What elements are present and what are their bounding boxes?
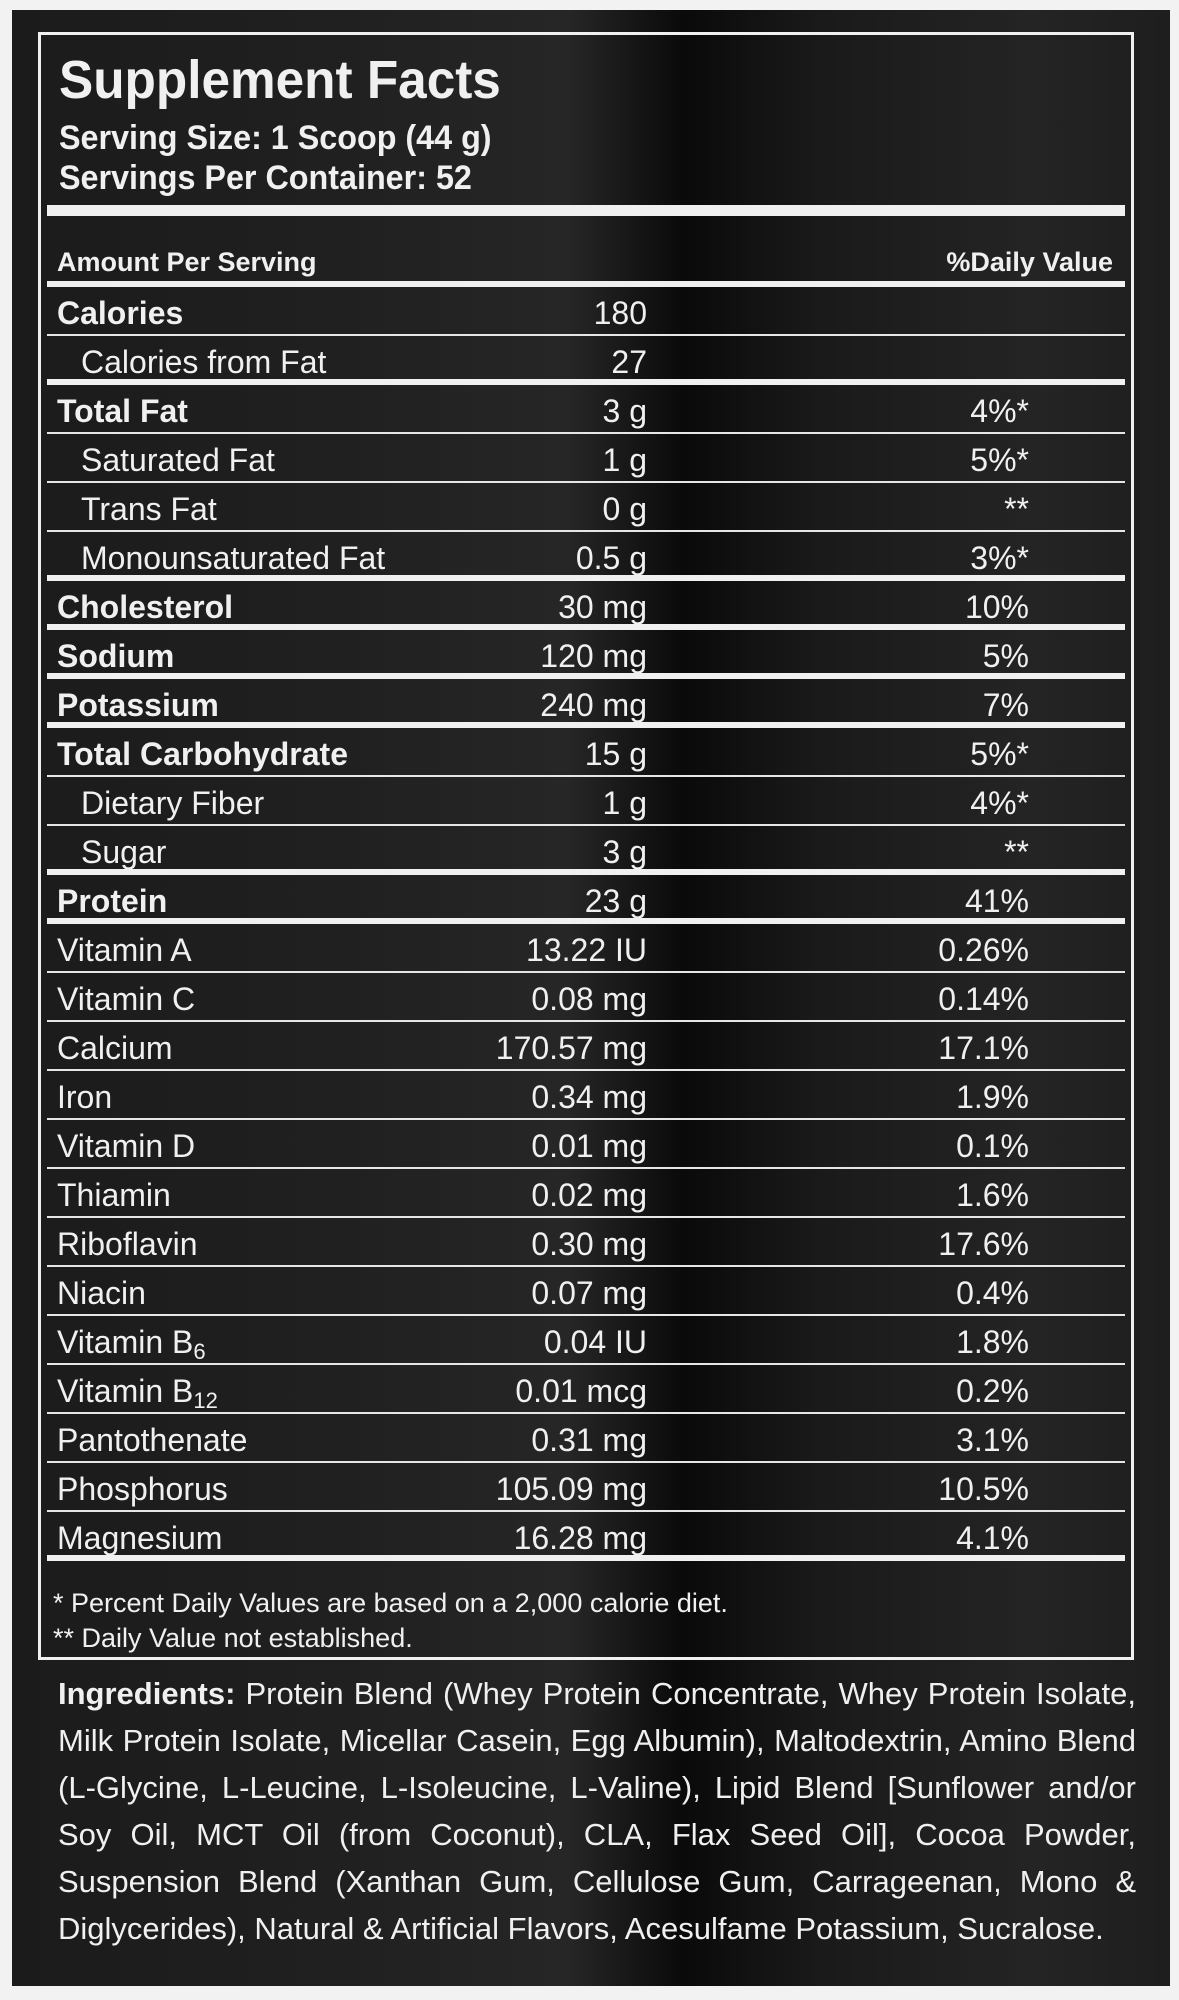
nutrient-amount: 0.01 mcg — [515, 1373, 647, 1409]
nutrient-name: Cholesterol — [57, 589, 234, 625]
ingredients-text: Protein Blend (Whey Protein Concentrate, Whey Protein Isolate, Milk Protein Isolate, Micellar Casein, Egg Albumin), Maltodextrin, Amino Blend (L-Glycine, L-Leucine, L-Isoleucine, L-Valine), Lipid Blend [Sunflower and/or Soy Oil, MCT Oil (from Coconut), CLA, Flax Seed Oil], Cocoa Powder, Suspension Blend (Xanthan Gum, Cellulose Gum, Carrageenan, Mono & Diglycerides), Natural & Artificial Flavors, Acesulfame Potassium, Sucralose. — [58, 1676, 1136, 1946]
nutrient-name: Vitamin B — [57, 1324, 194, 1360]
nutrient-amount: 105.09 mg — [495, 1471, 647, 1507]
nutrient-name: Calories — [57, 295, 184, 331]
nutrient-name: Total Carbohydrate — [57, 736, 348, 772]
nutrient-daily-value: 0.4% — [956, 1275, 1029, 1311]
nutrient-amount: 13.22 IU — [526, 932, 647, 968]
nutrient-row — [47, 1218, 1125, 1267]
nutrient-daily-value: 0.26% — [938, 932, 1029, 968]
nutrient-daily-value: 4.1% — [956, 1520, 1029, 1556]
nutrient-amount: 120 mg — [540, 638, 647, 674]
ingredients-label: Ingredients: — [58, 1676, 236, 1711]
nutrient-daily-value: 5%* — [970, 736, 1029, 772]
nutrient-amount: 27 — [611, 344, 647, 380]
nutrient-row — [47, 1267, 1125, 1316]
nutrient-name: Thiamin — [57, 1177, 171, 1213]
nutrient-amount: 1 g — [602, 442, 647, 478]
nutrient-daily-value: 5%* — [970, 442, 1029, 478]
nutrient-row — [47, 1120, 1125, 1169]
nutrient-row — [47, 1316, 1125, 1365]
nutrient-row — [47, 777, 1125, 826]
footnote-daily-values: * Percent Daily Values are based on a 2,000 calorie diet. — [53, 1588, 728, 1618]
nutrient-daily-value: 0.2% — [956, 1373, 1029, 1409]
nutrient-row — [47, 1512, 1125, 1561]
nutrient-name: Saturated Fat — [81, 442, 275, 478]
nutrient-amount: 16.28 mg — [513, 1520, 647, 1556]
nutrient-name: Calcium — [57, 1030, 173, 1066]
nutrient-daily-value: 3.1% — [956, 1422, 1029, 1458]
nutrient-daily-value: 41% — [964, 883, 1029, 919]
nutrient-amount: 3 g — [602, 834, 647, 870]
nutrient-row — [47, 385, 1125, 434]
nutrient-amount: 23 g — [584, 883, 647, 919]
nutrient-name-subscript: 6 — [193, 1339, 206, 1364]
ingredients — [58, 1670, 1136, 1952]
nutrient-row — [47, 1414, 1125, 1463]
nutrient-name: Protein — [57, 883, 168, 919]
nutrient-daily-value: 1.9% — [956, 1079, 1029, 1115]
nutrient-amount: 0.07 mg — [531, 1275, 647, 1311]
nutrient-amount: 0.31 mg — [531, 1422, 647, 1458]
nutrient-daily-value: ** — [1004, 491, 1029, 527]
nutrient-row — [47, 1169, 1125, 1218]
nutrient-name: Vitamin C — [57, 981, 196, 1017]
nutrient-row — [47, 924, 1125, 973]
nutrient-name: Niacin — [57, 1275, 146, 1311]
nutrient-row — [47, 1071, 1125, 1120]
nutrient-daily-value: 1.8% — [956, 1324, 1029, 1360]
nutrient-row — [47, 1365, 1125, 1414]
nutrient-amount: 0.02 mg — [531, 1177, 647, 1213]
nutrient-amount: 15 g — [584, 736, 647, 772]
nutrient-amount: 240 mg — [540, 687, 647, 723]
nutrient-daily-value: 10% — [964, 589, 1029, 625]
nutrient-row — [47, 728, 1125, 777]
nutrient-daily-value: 0.14% — [938, 981, 1029, 1017]
nutrient-row — [47, 287, 1125, 336]
servings-per-container: Servings Per Container: 52 — [59, 159, 472, 197]
nutrient-name: Sugar — [81, 834, 167, 870]
nutrient-amount: 0 g — [602, 491, 647, 527]
nutrient-daily-value: 7% — [982, 687, 1029, 723]
nutrient-row — [47, 875, 1125, 924]
nutrient-daily-value: 1.6% — [956, 1177, 1029, 1213]
nutrient-amount: 1 g — [602, 785, 647, 821]
supplement-label — [12, 10, 1170, 1986]
footnote-not-established: ** Daily Value not established. — [53, 1623, 413, 1653]
daily-value-header: %Daily Value — [946, 247, 1113, 277]
nutrient-amount: 30 mg — [558, 589, 647, 625]
nutrient-daily-value: 17.6% — [938, 1226, 1029, 1262]
nutrient-name: Vitamin B — [57, 1373, 194, 1409]
nutrient-name: Monounsaturated Fat — [81, 540, 386, 576]
nutrient-name-subscript: 12 — [193, 1388, 218, 1413]
nutrient-amount: 0.30 mg — [531, 1226, 647, 1262]
nutrient-daily-value: 4%* — [970, 393, 1029, 429]
serving-size: Serving Size: 1 Scoop (44 g) — [59, 119, 492, 157]
nutrient-amount: 0.5 g — [575, 540, 647, 576]
nutrient-row — [47, 973, 1125, 1022]
nutrient-name: Sodium — [57, 638, 175, 674]
nutrient-daily-value: 4%* — [970, 785, 1029, 821]
nutrient-row — [47, 434, 1125, 483]
nutrient-name: Magnesium — [57, 1520, 223, 1556]
nutrient-row — [47, 581, 1125, 630]
divider-thick — [47, 205, 1125, 216]
nutrient-amount: 0.01 mg — [531, 1128, 647, 1164]
nutrient-row — [47, 1463, 1125, 1512]
nutrient-name: Iron — [57, 1079, 113, 1115]
nutrient-amount: 0.34 mg — [531, 1079, 647, 1115]
nutrient-daily-value: 0.1% — [956, 1128, 1029, 1164]
nutrient-daily-value: 5% — [982, 638, 1029, 674]
nutrient-name: Riboflavin — [57, 1226, 198, 1262]
nutrient-name: Phosphorus — [57, 1471, 228, 1507]
nutrient-row — [47, 679, 1125, 728]
nutrient-amount: 170.57 mg — [495, 1030, 647, 1066]
nutrient-row — [47, 532, 1125, 581]
nutrient-name-group — [57, 1373, 218, 1414]
panel-title: Supplement Facts — [59, 50, 501, 110]
nutrient-daily-value: 17.1% — [938, 1030, 1029, 1066]
nutrient-name: Calories from Fat — [81, 344, 327, 380]
nutrient-row — [47, 826, 1125, 875]
nutrient-name: Total Fat — [57, 393, 188, 429]
nutrient-row — [47, 630, 1125, 679]
nutrient-row — [47, 483, 1125, 532]
nutrient-name-group — [57, 1324, 206, 1365]
nutrient-daily-value: 10.5% — [938, 1471, 1029, 1507]
nutrient-amount: 180 — [593, 295, 647, 331]
nutrient-daily-value: 3%* — [970, 540, 1029, 576]
nutrient-name: Trans Fat — [81, 491, 217, 527]
nutrient-daily-value: ** — [1004, 834, 1029, 870]
nutrient-name: Vitamin D — [57, 1128, 196, 1164]
nutrient-row — [47, 336, 1125, 385]
nutrient-name: Vitamin A — [57, 932, 192, 968]
nutrient-row — [47, 1022, 1125, 1071]
nutrient-name: Pantothenate — [57, 1422, 248, 1458]
supplement-facts-panel — [38, 32, 1134, 1660]
nutrient-amount: 0.08 mg — [531, 981, 647, 1017]
nutrient-name: Dietary Fiber — [81, 785, 265, 821]
nutrient-amount: 3 g — [602, 393, 647, 429]
column-header — [47, 243, 1125, 281]
nutrient-name: Potassium — [57, 687, 219, 723]
amount-per-serving-header: Amount Per Serving — [57, 247, 317, 277]
nutrient-amount: 0.04 IU — [543, 1324, 647, 1360]
